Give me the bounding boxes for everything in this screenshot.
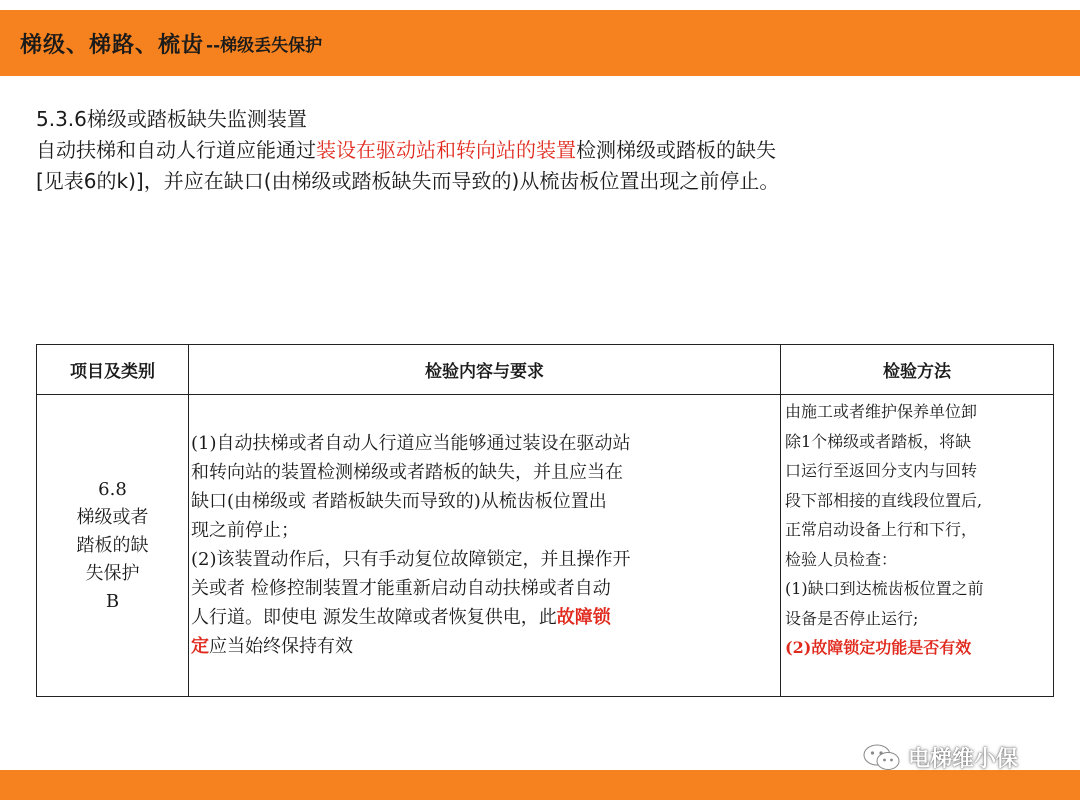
content-line: 关或者 检修控制装置才能重新启动自动扶梯或者自动 xyxy=(191,578,611,599)
wechat-icon xyxy=(862,743,902,773)
method-line: 设备是否停止运行; xyxy=(785,608,919,628)
content-line xyxy=(191,603,778,632)
method-line: (1)缺口到达梳齿板位置之前 xyxy=(785,579,984,598)
header-bar xyxy=(0,10,1080,76)
slide-subtitle: --梯级丢失保护 xyxy=(206,35,323,56)
method-line: 检验人员检查： xyxy=(785,549,898,569)
item-name-line: 失保护 xyxy=(85,562,140,584)
method-line: 口运行至返回分支内与回转 xyxy=(785,461,978,480)
content-line: 现之前停止； xyxy=(191,520,299,541)
table-row xyxy=(37,395,1054,697)
clause-heading: 5.3.6梯级或踏板缺失监测装置 xyxy=(36,107,307,131)
clause-line-1-prefix: 自动扶梯和自动人行道应能通过 xyxy=(36,138,316,162)
content-highlight: 故障锁 xyxy=(556,607,611,628)
content-line: 缺口(由梯级或 者踏板缺失而导致的)从梳齿板位置出 xyxy=(191,491,607,512)
clause-line-2: [见表6的k)]，并应在缺口(由梯级或踏板缺失而导致的)从梳齿板位置出现之前停止。 xyxy=(36,169,780,193)
watermark xyxy=(862,742,1018,773)
item-cell xyxy=(37,395,189,697)
clause-line-1 xyxy=(36,135,1056,166)
content-line-8-suffix: 应当始终保持有效 xyxy=(209,636,353,657)
content-line xyxy=(191,632,778,661)
method-line: 正常启动设备上行和下行， xyxy=(785,520,978,539)
method-line: 除1个梯级或者踏板，将缺 xyxy=(785,431,972,451)
watermark-text: 电梯维小保 xyxy=(908,747,1019,772)
item-category: B xyxy=(105,590,120,612)
content-line-7-prefix: 人行道。即使电 源发生故障或者恢复供电，此 xyxy=(191,607,557,628)
clause-highlight: 装设在驱动站和转向站的装置 xyxy=(316,138,576,162)
header-method: 检验方法 xyxy=(781,345,1054,395)
content-line: 和转向站的装置检测梯级或者踏板的缺失，并且应当在 xyxy=(191,462,623,483)
slide-title: 梯级、梯路、梳齿 xyxy=(20,32,205,58)
method-line: 由施工或者维护保养单位卸 xyxy=(785,402,978,421)
header-content: 检验内容与要求 xyxy=(189,345,781,395)
header-item: 项目及类别 xyxy=(37,345,189,395)
inspection-table xyxy=(36,344,1054,697)
content-highlight: 定 xyxy=(191,636,209,657)
method-cell xyxy=(781,395,1054,697)
content-line: (1)自动扶梯或者自动人行道应当能够通过装设在驱动站 xyxy=(191,433,631,454)
table-header-row xyxy=(37,345,1054,395)
content-line: (2)该装置动作后，只有手动复位故障锁定，并且操作开 xyxy=(191,549,631,570)
item-number: 6.8 xyxy=(98,478,127,500)
method-highlight-line: (2)故障锁定功能是否有效 xyxy=(785,638,972,657)
item-name-line: 梯级或者 xyxy=(76,506,149,528)
item-name-line: 踏板的缺 xyxy=(76,534,149,556)
content-cell xyxy=(189,395,781,697)
clause-text xyxy=(36,104,1056,197)
footer-bar xyxy=(0,770,1080,800)
method-line: 段下部相接的直线段位置后, xyxy=(785,490,983,510)
clause-line-1-suffix: 检测梯级或踏板的缺失 xyxy=(576,138,776,162)
